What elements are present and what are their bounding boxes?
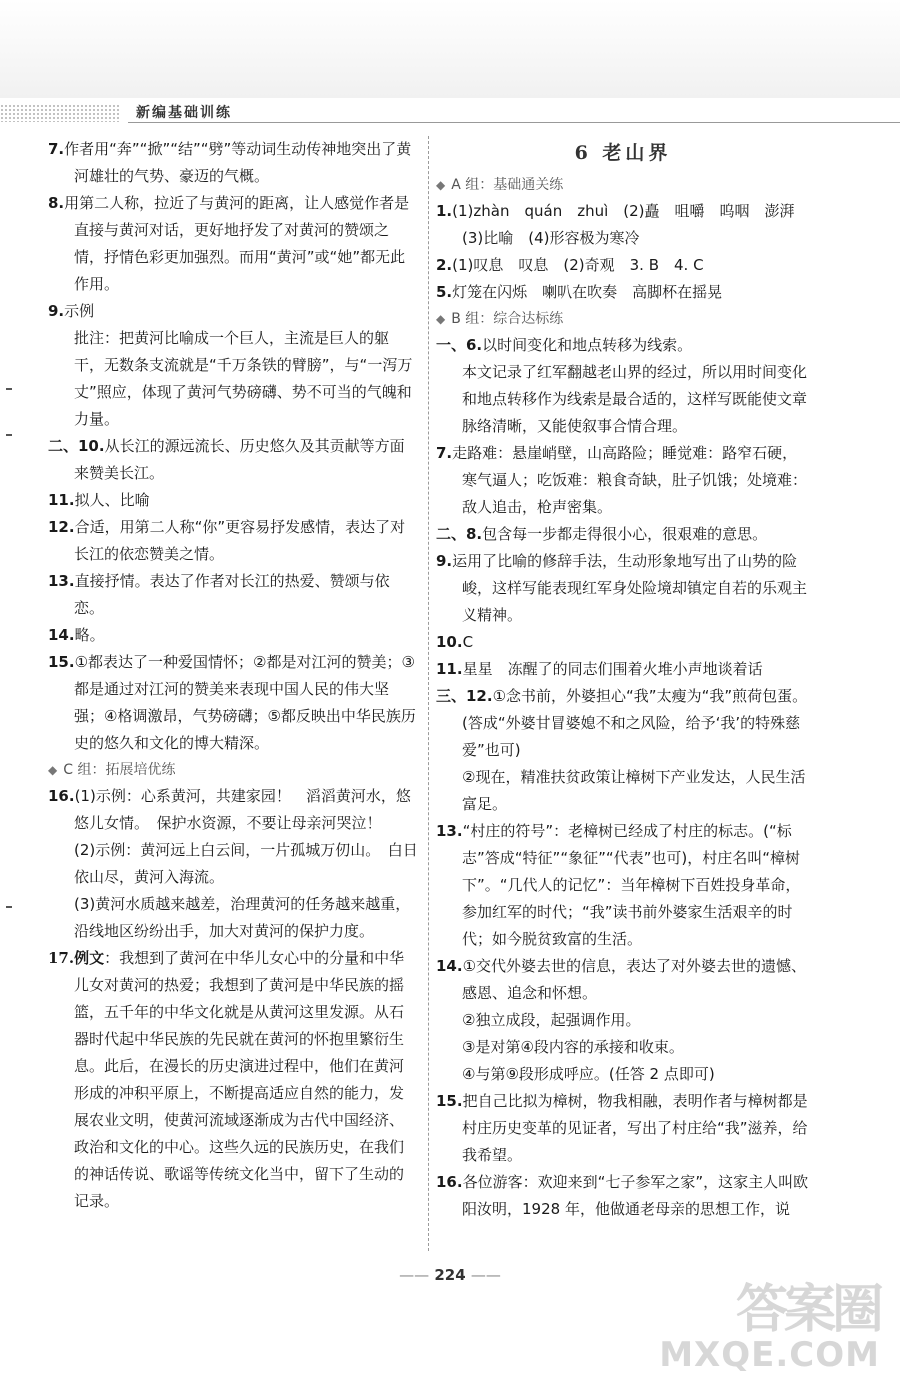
page-number: 224 xyxy=(434,1266,466,1284)
answer-text: ④与第⑨段形成呼应。(任答 2 点即可) xyxy=(462,1065,715,1083)
answer-number: 11. xyxy=(48,491,75,509)
right-answer-list-a xyxy=(436,198,810,306)
answer-item xyxy=(436,764,810,818)
answer-number: 17. xyxy=(48,949,75,967)
answer-text: ②现在，精准扶贫政策让樟树下产业发达，人民生活富足。 xyxy=(462,768,806,813)
diamond-icon: ◆ xyxy=(436,178,446,192)
answer-item xyxy=(48,487,418,514)
diamond-icon: ◆ xyxy=(48,763,58,777)
answer-text: ：我想到了黄河在中华儿女心中的分量和中华儿女对黄河的热爱；我想到了黄河是中华民族的摇篮，五千年的中华文化就是从黄河这里发源。从石器时代起中华民族的先民就在黄河的怀抱里繁衍生息。此后，在漫长的历史演进过程中，他们在黄河形成的冲积平原上，不断提高适应自然的能力，发展农业文明，使黄河流域逐渐成为古代中国经济、政治和文化的中心。这些久远的民族历史，在我们的神话传说、歌谣等传统文化当中，留下了生动的记录。 xyxy=(74,949,405,1210)
lesson-number: 6 xyxy=(574,142,592,164)
answer-text: ②独立成段，起强调作用。 xyxy=(462,1011,641,1029)
section-c-label: C 组：拓展培优练 xyxy=(63,762,176,778)
answer-text: 直接抒情。表达了作者对长江的热爱、赞颂与依恋。 xyxy=(74,572,390,617)
answer-text: (1)示例：心系黄河，共建家园！ 滔滔黄河水，悠悠儿女情。 保护水资源，不要让母亲河哭泣！ xyxy=(74,787,411,832)
answer-item xyxy=(48,568,418,622)
answer-item xyxy=(436,440,810,521)
answer-item xyxy=(436,279,810,306)
header-title: 新编基础训练 xyxy=(136,105,232,121)
answer-text: 以时间变化和地点转移为线索。 xyxy=(482,336,693,354)
answer-item xyxy=(436,252,810,279)
answer-text: 走路难：悬崖峭壁，山高路险；睡觉难：路窄石硬，寒气逼人；吃饭难：粮食奇缺，肚子饥饿；处境难：敌人追击，枪声密集。 xyxy=(452,444,808,516)
answer-item xyxy=(48,136,418,190)
answer-text: ①都表达了一种爱国情怀；②都是对江河的赞美；③都是通过对江河的赞美来表现中国人民的伟大坚强；④格调激昂，气势磅礴；⑤都反映出中华民族历史的悠久和文化的博大精深。 xyxy=(74,653,416,752)
answer-number: 9. xyxy=(48,302,65,320)
answer-item xyxy=(436,656,810,683)
answer-number: 11. xyxy=(436,660,463,678)
answer-item xyxy=(48,433,418,487)
answer-text: 星星 冻醒了的同志们围着火堆小声地谈着话 xyxy=(462,660,763,678)
answer-number: 7. xyxy=(48,140,65,158)
header-rule xyxy=(128,122,900,123)
answer-item xyxy=(48,298,418,325)
section-b-heading xyxy=(436,306,810,332)
answer-number: 7. xyxy=(436,444,453,462)
answer-number: 13. xyxy=(436,822,463,840)
answer-item xyxy=(436,359,810,440)
answer-text: 灯笼在闪烁 喇叭在吹奏 高脚杯在摇晃 xyxy=(452,283,723,301)
header-dot-pattern xyxy=(0,104,120,122)
answer-text: 批注：把黄河比喻成一个巨人，主流是巨人的躯干，无数条支流就是“千万条铁的臂膀”，与“一泻万丈”照应，体现了黄河气势磅礴、势不可当的气魄和力量。 xyxy=(74,329,413,428)
answer-item xyxy=(48,891,418,945)
answer-number: 一、6. xyxy=(436,336,483,354)
answer-item xyxy=(436,1007,810,1034)
diamond-icon: ◆ xyxy=(436,312,446,326)
answer-item xyxy=(436,818,810,953)
answer-text: ①交代外婆去世的信息，表达了对外婆去世的遗憾、感恩、追念和怀想。 xyxy=(462,957,807,1002)
answer-number: 16. xyxy=(48,787,75,805)
top-shade xyxy=(0,0,900,98)
answer-text: (1)zhàn quán zhuì (2)矗 咀嚼 呜咽 澎湃 (3)比喻 (4)形容极为寒冷 xyxy=(452,202,810,247)
answer-item xyxy=(48,325,418,433)
answer-item xyxy=(48,622,418,649)
answer-item xyxy=(436,198,810,252)
answer-number: 二、8. xyxy=(436,525,483,543)
answer-text: 用第二人称，拉近了与黄河的距离，让人感觉作者是直接与黄河对话，更好地抒发了对黄河的赞颂之情，抒情色彩更加强烈。而用“黄河”或“她”都无此作用。 xyxy=(64,194,410,293)
margin-mark xyxy=(6,434,12,436)
answer-item xyxy=(436,332,810,359)
answer-item xyxy=(48,945,418,1215)
left-answer-list xyxy=(48,136,418,757)
answer-item xyxy=(436,953,810,1007)
watermark-logo xyxy=(630,1280,880,1378)
answer-number: 2. xyxy=(436,256,453,274)
answer-item xyxy=(436,548,810,629)
answer-text: 本文记录了红军翻越老山界的经过，所以用时间变化和地点转移作为线索是最合适的，这样写既能使文章脉络清晰，又能使叙事合情合理。 xyxy=(462,363,808,435)
answer-item xyxy=(48,783,418,837)
answer-item xyxy=(48,190,418,298)
answer-number: 10. xyxy=(436,633,463,651)
answer-text: 略。 xyxy=(74,626,105,644)
answer-label: 例文 xyxy=(74,949,105,967)
answer-text: ③是对第④段内容的承接和收束。 xyxy=(462,1038,684,1056)
page-footer: —— 224 —— xyxy=(399,1266,501,1284)
answer-item xyxy=(48,649,418,757)
answer-item xyxy=(48,837,418,891)
answer-number: 16. xyxy=(436,1173,463,1191)
answer-number: 5. xyxy=(436,283,453,301)
answer-text: 示例 xyxy=(64,302,95,320)
answer-item xyxy=(436,1088,810,1169)
answer-text: 各位游客：欢迎来到“七子参军之家”，这家主人叫欧阳汝明，1928 年，他做通老母亲的思想工作，说 xyxy=(462,1173,809,1218)
right-column xyxy=(436,136,810,1223)
answer-text: 运用了比喻的修辞手法，生动形象地写出了山势的险峻，这样写能表现红军身处险境却镇定自若的乐观主义精神。 xyxy=(452,552,808,624)
right-answer-list-b xyxy=(436,332,810,1223)
answer-item xyxy=(436,1061,810,1088)
watermark-text-cn: 答案圈 xyxy=(735,1280,880,1340)
section-b-label: B 组：综合达标练 xyxy=(451,311,564,327)
answer-text: (3)黄河水质越来越差，治理黄河的任务越来越重，沿线地区纷纷出手，加大对黄河的保护力度。 xyxy=(74,895,411,940)
answer-number: 13. xyxy=(48,572,75,590)
answer-number: 二、10. xyxy=(48,437,105,455)
margin-mark xyxy=(6,906,12,908)
answer-text: “村庄的符号”：老樟树已经成了村庄的标志。(“标志”答成“特征”“象征”“代表”也可)，村庄名叫“樟树下”。“几代人的记忆”：当年樟树下百姓投身革命，参加红军的时代；“我”读书前外婆家生活艰辛的时代；如今脱贫致富的生活。 xyxy=(462,822,801,948)
answer-text: 作者用“奔”“掀”“结”“劈”等动词生动传神地突出了黄河雄壮的气势、豪迈的气概。 xyxy=(64,140,412,185)
section-a-label: A 组：基础通关练 xyxy=(451,177,564,193)
answer-number: 三、12. xyxy=(436,687,493,705)
answer-text: 拟人、比喻 xyxy=(74,491,150,509)
column-divider xyxy=(428,136,429,1251)
answer-number: 8. xyxy=(48,194,65,212)
answer-number: 15. xyxy=(436,1092,463,1110)
section-c-heading xyxy=(48,757,418,783)
answer-item xyxy=(436,629,810,656)
left-column xyxy=(48,136,418,1215)
answer-text: (1)叹息 叹息 (2)奇观 3. B 4. C xyxy=(452,256,704,274)
answer-item xyxy=(436,1169,810,1223)
answer-number: 15. xyxy=(48,653,75,671)
answer-text: 把自己比拟为樟树，物我相融，表明作者与樟树都是村庄历史变革的见证者，写出了村庄给“我”滋养，给我希望。 xyxy=(462,1092,808,1164)
answer-text: (2)示例：黄河远上白云间，一片孤城万仞山。 白日依山尽，黄河入海流。 xyxy=(74,841,418,886)
answer-item xyxy=(436,521,810,548)
answer-text: ①念书前，外婆担心“我”太瘦为“我”煎荷包蛋。(答成“外婆甘冒婆媳不和之风险，给予‘我’的特殊慈爱”也可) xyxy=(462,687,808,759)
section-a-heading xyxy=(436,172,810,198)
answer-item xyxy=(436,1034,810,1061)
answer-text: 包含每一步都走得很小心，很艰难的意思。 xyxy=(482,525,768,543)
answer-number: 9. xyxy=(436,552,453,570)
answer-number: 14. xyxy=(48,626,75,644)
answer-text: 从长江的源远流长、历史悠久及其贡献等方面来赞美长江。 xyxy=(74,437,405,482)
lesson-title xyxy=(436,136,810,170)
answer-number: 1. xyxy=(436,202,453,220)
answer-number: 14. xyxy=(436,957,463,975)
answer-text: C xyxy=(462,633,474,651)
margin-mark xyxy=(6,388,12,390)
answer-number: 12. xyxy=(48,518,75,536)
answer-text: 合适，用第二人称“你”更容易抒发感情，表达了对长江的依恋赞美之情。 xyxy=(74,518,406,563)
answer-item xyxy=(436,683,810,764)
watermark-text-en: MXQE.COM xyxy=(659,1335,880,1375)
left-answer-list-c xyxy=(48,783,418,1215)
answer-item xyxy=(48,514,418,568)
lesson-name: 老山界 xyxy=(602,142,672,164)
